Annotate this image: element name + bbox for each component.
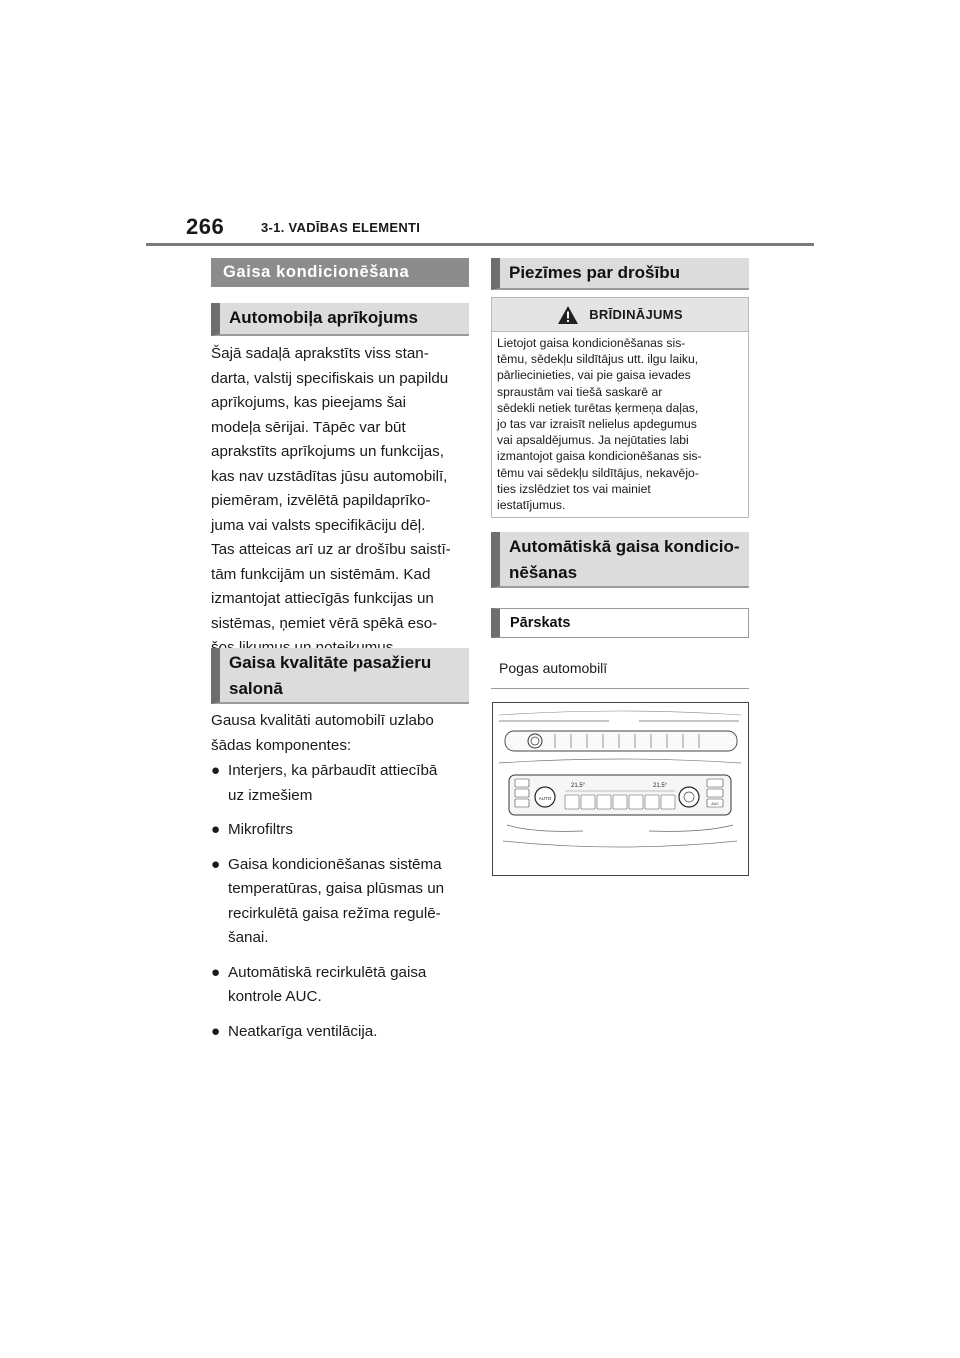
bullet-icon: ●	[211, 963, 221, 981]
text-line: Gausa kvalitāti automobilī uzlabo	[211, 712, 434, 729]
text-line: sēdekli netiek turētas ķermeņa daļas,	[497, 400, 699, 415]
text-line: Automātiskā recirkulētā gaisa	[228, 963, 427, 981]
text-line: Neatkarīga ventilācija.	[228, 1022, 378, 1040]
heading-line: salonā	[229, 679, 283, 698]
bullet-icon: ●	[211, 821, 221, 838]
text-line: sistēmas, ņemiet vērā spēkā eso-	[211, 614, 438, 632]
warning-box	[491, 297, 749, 518]
warning-text	[492, 332, 748, 513]
text-line: Tas atteicas arī uz ar drošību saistī-	[211, 541, 451, 558]
text-line: temperatūras, gaisa plūsmas un	[228, 880, 445, 897]
bullet-icon: ●	[211, 855, 221, 873]
bullet-icon: ●	[211, 1022, 221, 1040]
text-line: kontrole AUC.	[228, 988, 322, 1005]
paragraph-equipment	[211, 342, 473, 661]
text-line: recirkulētā gaisa režīma regulē-	[228, 904, 441, 922]
bullet-icon: ●	[211, 762, 221, 779]
text-line: aprakstīts aprīkojums un funkcijas,	[211, 443, 444, 460]
text-line: ties izslēdziet tos vai mainiet	[497, 481, 651, 496]
list-item	[211, 853, 473, 951]
text-line: Mikrofiltrs	[228, 821, 293, 838]
temp-left-label: 21.5°	[571, 783, 586, 789]
sub-heading-equipment: Automobiļa aprīkojums	[211, 303, 469, 336]
heading-line: Gaisa kvalitāte pasažieru	[229, 653, 432, 672]
climate-panel-illustration	[493, 703, 747, 874]
section-title: 3-1. VADĪBAS ELEMENTI	[261, 220, 421, 235]
auto-button-label: AUTO	[538, 796, 552, 801]
temp-right-label: 21.5°	[653, 783, 668, 789]
text-line: spraustām vai tiešā saskarē ar	[497, 384, 663, 399]
list-item	[211, 759, 473, 808]
text-line: iestatījumus.	[497, 498, 566, 513]
text-line: Gaisa kondicionēšanas sistēma	[228, 855, 442, 873]
warning-header	[492, 298, 748, 332]
warning-title: BRĪDINĀJUMS	[589, 307, 683, 322]
sub-heading-air-quality	[211, 648, 469, 704]
component-list	[211, 759, 473, 1054]
text-line: piemēram, izvēlētā papildaprīko-	[211, 492, 431, 509]
text-line: tēmu, sēdekļu sildītājus utt. ilgu laiku,	[497, 352, 699, 367]
paragraph-air-quality	[211, 709, 473, 758]
text-line: izmantojat attiecīgās funkcijas un	[211, 590, 434, 607]
text-line: kas nav uzstādītas jūsu automobilī,	[211, 467, 448, 485]
text-line: šanai.	[228, 929, 269, 946]
text-line: tām funkcijām un sistēmām. Kad	[211, 565, 431, 583]
text-line: modeļa sērijai. Tāpēc var būt	[211, 418, 406, 436]
climate-panel-figure	[492, 702, 749, 876]
main-heading: Gaisa kondicionēšana	[211, 258, 469, 287]
text-line: uz izmešiem	[228, 786, 313, 804]
text-line: jo tas var izraisīt nelielus apdegumus	[497, 417, 697, 432]
text-line: Interjers, ka pārbaudīt attiecībā	[228, 762, 438, 779]
text-line: šādas komponentes:	[211, 736, 352, 754]
text-line: aprīkojums, kas pieejams šai	[211, 394, 406, 411]
text-line: pārliecinieties, vai pie gaisa ievades	[497, 368, 691, 383]
text-line: vai apsaldējumus. Ja nejūtaties labi	[497, 433, 689, 448]
page-number: 266	[186, 214, 225, 239]
header-divider	[146, 243, 814, 246]
auto-climate-heading	[491, 532, 749, 588]
text-line: Šajā sadaļā aprakstīts viss stan-	[211, 345, 429, 362]
heading-line: Automātiskā gaisa kondicio-	[509, 537, 740, 556]
text-line: darta, valstij specifiskais un papildu	[211, 369, 449, 387]
list-item	[211, 818, 473, 843]
list-item	[211, 1020, 473, 1045]
buttons-label: Pogas automobilī	[491, 660, 749, 689]
text-line: tēmu vai sēdekļu sildītājus, nekavējo-	[497, 465, 699, 480]
overview-heading: Pārskats	[491, 608, 749, 638]
text-line: izmantojot gaisa kondicionēšanas sis-	[497, 449, 702, 464]
text-line: Lietojot gaisa kondicionēšanas sis-	[497, 336, 686, 350]
text-line: juma vai valsts specifikāciju dēļ.	[211, 516, 426, 534]
list-item	[211, 961, 473, 1010]
warning-triangle-icon	[557, 305, 579, 325]
safety-heading: Piezīmes par drošību	[491, 258, 749, 290]
heading-line: nēšanas	[509, 563, 578, 582]
auc-button-label: AUC	[711, 802, 719, 806]
